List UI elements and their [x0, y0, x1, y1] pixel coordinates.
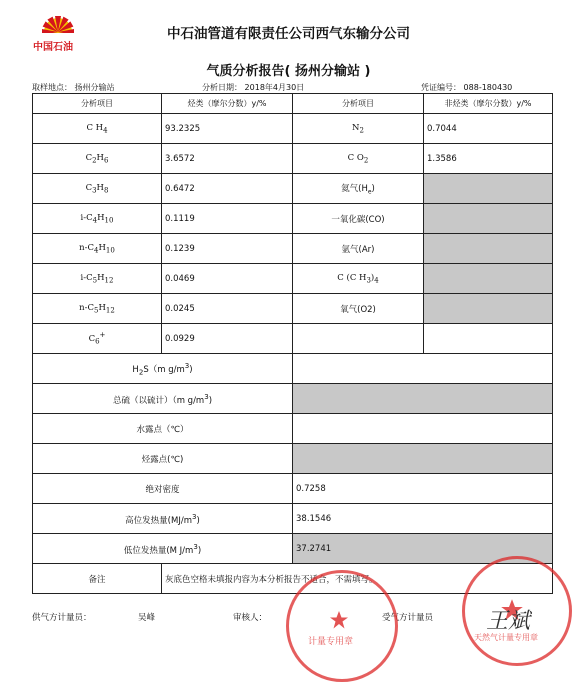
left-stamp-text: 计量专用章	[308, 637, 354, 647]
component-label-2: 氦气$(H_e)$	[293, 174, 424, 204]
h2s-value	[293, 354, 553, 384]
report-title: 气质分析报告( 扬州分输站 )	[206, 64, 371, 79]
table-row	[33, 144, 553, 174]
right-stamp-text: 天然气计量专用章	[474, 633, 538, 642]
empty-cell	[293, 324, 424, 354]
sampling-site	[32, 82, 115, 93]
component-label-2: 一氧化碳(CO)	[293, 204, 424, 234]
empty-cell	[424, 204, 553, 234]
empty-cell	[424, 324, 553, 354]
component-value: 0.6472	[162, 174, 293, 204]
component-value: 0.0245	[162, 294, 293, 324]
water-dew-label: 水露点（℃）	[33, 414, 293, 444]
reviewer-label: 审核人：	[233, 613, 268, 623]
component-label: $C_6^+$	[33, 324, 162, 354]
hc-dew-value	[293, 444, 553, 474]
hc-dew-label: 烃露点(℃)	[33, 444, 293, 474]
empty-cell	[424, 294, 553, 324]
table-row	[33, 504, 553, 534]
site-value: 扬州分输站	[74, 83, 115, 92]
total-sulfur-label: 总硫（以硫计）（m $g/m^3$)	[33, 384, 293, 414]
component-label-2: C (C $H_3)_4$	[293, 264, 424, 294]
logo-text: 中国石油	[33, 42, 73, 53]
supplier-label: 供气方计量员：	[32, 613, 92, 623]
component-value: 0.0929	[162, 324, 293, 354]
table-header-row	[33, 94, 553, 114]
cert-value: 088-180430	[463, 83, 513, 92]
date-label: 分析日期：	[202, 83, 242, 92]
component-value: 3.6572	[162, 144, 293, 174]
receiver-label: 受气方计量员	[382, 613, 434, 623]
component-label-2: $N_2$	[293, 114, 424, 144]
table-row	[33, 324, 553, 354]
hhv-label: 高位发热量$(MJ/m^3)$	[33, 504, 293, 534]
cert-label: 凭证编号：	[421, 83, 461, 92]
header-item-2: 分析项目	[293, 94, 424, 114]
signature: 王斌	[486, 609, 531, 634]
component-value: 0.1119	[162, 204, 293, 234]
component-label: $i-C_5H_{12}$	[33, 264, 162, 294]
component-label: $i-C_4H_{10}$	[33, 204, 162, 234]
density-value: 0.7258	[293, 474, 553, 504]
lhv-label: 低位发热量(M $J/m^3$)	[33, 534, 293, 564]
component-value-2: 0.7044	[424, 114, 553, 144]
table-row	[33, 204, 553, 234]
table-row	[33, 174, 553, 204]
analysis-table	[32, 93, 553, 594]
analysis-date	[202, 82, 304, 93]
component-label: C $H_4$	[33, 114, 162, 144]
header-item: 分析项目	[33, 94, 162, 114]
company-name: 中石油管道有限责任公司西气东输分公司	[167, 26, 410, 42]
header-nonhydrocarbon: 非烃类（摩尔分数）y/%	[424, 94, 553, 114]
component-label-2: 氩气(Ar)	[293, 234, 424, 264]
site-label: 取样地点：	[32, 83, 72, 92]
table-row	[33, 534, 553, 564]
total-sulfur-value	[293, 384, 553, 414]
component-label-2: 氧气(O2)	[293, 294, 424, 324]
empty-cell	[424, 264, 553, 294]
empty-cell	[424, 174, 553, 204]
supplier-name: 吴峰	[138, 613, 156, 623]
component-value-2: 1.3586	[424, 144, 553, 174]
date-value: 2018年4月30日	[244, 83, 305, 92]
density-label: 绝对密度	[33, 474, 293, 504]
hhv-value: 38.1546	[293, 504, 553, 534]
table-row	[33, 474, 553, 504]
component-label: $n-C_4H_{10}$	[33, 234, 162, 264]
lhv-value: 37.2741	[293, 534, 553, 564]
component-value: 0.0469	[162, 264, 293, 294]
empty-cell	[424, 234, 553, 264]
component-value: 0.1239	[162, 234, 293, 264]
table-row	[33, 354, 553, 384]
component-label: $C_3H_8$	[33, 174, 162, 204]
water-dew-value	[293, 414, 553, 444]
component-label: $C_2H_6$	[33, 144, 162, 174]
component-label-2: C $O_2$	[293, 144, 424, 174]
helium-label: 氦气(H	[341, 183, 368, 194]
table-row	[33, 234, 553, 264]
helium-label-end: )	[371, 183, 375, 194]
certificate-number	[421, 82, 512, 93]
header-hydrocarbon: 烃类（摩尔分数）y/%	[162, 94, 293, 114]
table-row	[33, 384, 553, 414]
table-row	[33, 114, 553, 144]
component-label: $n-C_5H_{12}$	[33, 294, 162, 324]
remark-text: 灰底色空格未填报内容为本分析报告不适合，不需填写。	[162, 564, 553, 594]
remark-label: 备注	[33, 564, 162, 594]
h2s-label: $H_2S(m$ $g/m^3$)	[33, 354, 293, 384]
table-row	[33, 444, 553, 474]
table-row	[33, 294, 553, 324]
left-stamp-star-icon	[329, 610, 349, 630]
table-row	[33, 414, 553, 444]
component-value: 93.2325	[162, 114, 293, 144]
table-row	[33, 264, 553, 294]
